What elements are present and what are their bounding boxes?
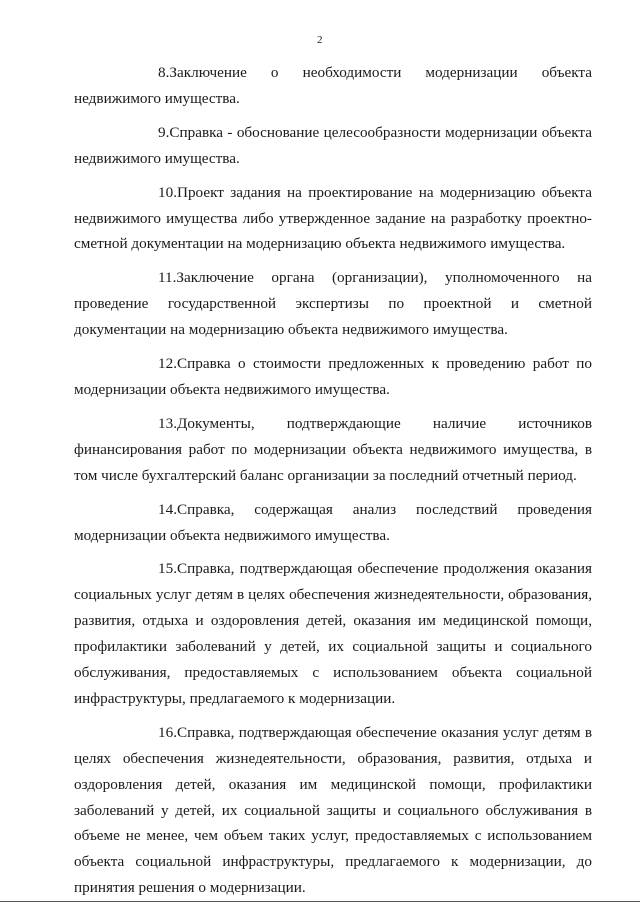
list-item	[74, 180, 592, 258]
item-number: 12.	[158, 355, 177, 373]
item-text: Справка, подтверждающая обеспечение продолжения оказания социальных услуг детям в целях обеспечения жизнедеятельности, образования, развития, отдыха и оздоровления детей, оказания им медицинской помощи, профилактики заболеваний у детей, их социальной защиты и социального обслуживания, предоставляемых с использованием объекта социальной инфраструктуры, предлагаемого к модернизации.	[74, 560, 592, 707]
list-item	[74, 351, 592, 403]
item-text: Справка о стоимости предложенных к проведению работ по модернизации объекта недвижимого имущества.	[74, 355, 592, 398]
item-number: 10.	[158, 183, 177, 201]
list-item	[74, 120, 592, 172]
item-text: Проект задания на проектирование на модернизацию объекта недвижимого имущества либо утвержденное задание на разработку проектно-сметной документации на модернизацию объекта недвижимого имущества.	[74, 183, 592, 253]
item-text: Заключение органа (организации), уполномоченного на проведение государственной экспертизы по проектной и сметной документации на модернизацию объекта недвижимого имущества.	[74, 269, 592, 339]
list-item	[74, 556, 592, 711]
document-body	[74, 60, 592, 901]
list-item	[74, 60, 592, 112]
item-number: 16.	[158, 723, 177, 741]
item-number: 11.	[158, 269, 177, 287]
item-number: 13.	[158, 414, 177, 432]
list-item	[74, 265, 592, 343]
page-number: 2	[317, 34, 323, 46]
list-item	[74, 411, 592, 489]
bottom-divider	[0, 901, 640, 902]
item-text: Заключение о необходимости модернизации объекта недвижимого имущества.	[74, 64, 592, 107]
item-text: Справка - обоснование целесообразности модернизации объекта недвижимого имущества.	[74, 123, 592, 167]
list-item	[74, 720, 592, 901]
list-item	[74, 497, 592, 549]
item-text: Справка, подтверждающая обеспечение оказания услуг детям в целях обеспечения жизнедеятельности, образования, развития, отдыха и оздоровления детей, оказания им медицинской помощи, профилактики заболеваний у детей, их социальной защиты и социального обслуживания в объеме не менее, чем объем таких услуг, предоставляемых с использованием объекта социальной инфраструктуры, предлагаемого к модернизации, до принятия решения о модернизации.	[74, 723, 592, 897]
item-number: 8.	[158, 64, 170, 81]
item-number: 14.	[158, 500, 177, 518]
item-text: Документы, подтверждающие наличие источников финансирования работ по модернизации объекта недвижимого имущества, в том числе бухгалтерский баланс организации за последний отчетный период.	[74, 414, 592, 484]
item-number: 15.	[158, 560, 177, 578]
item-text: Справка, содержащая анализ последствий проведения модернизации объекта недвижимого имущества.	[74, 500, 592, 544]
item-number: 9.	[158, 123, 170, 141]
